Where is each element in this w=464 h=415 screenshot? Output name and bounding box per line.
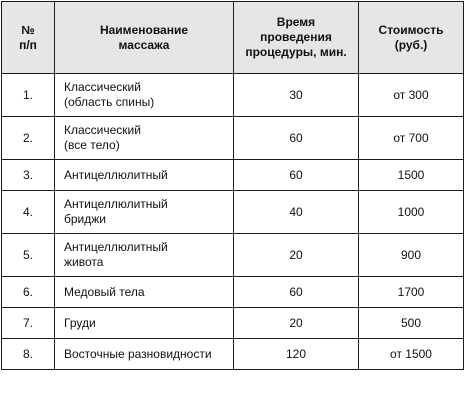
row-number: 5. bbox=[2, 234, 55, 277]
row-cost: от 1500 bbox=[359, 339, 464, 370]
row-number: 8. bbox=[2, 339, 55, 370]
table-row bbox=[2, 339, 464, 370]
header-number-label: № п/п bbox=[19, 22, 37, 52]
header-duration-label: Время проведения процедуры, мин. bbox=[245, 15, 347, 59]
row-massage-name: Восточные разновидности bbox=[55, 339, 234, 370]
row-cost: 1500 bbox=[359, 160, 464, 191]
row-massage-name: Классический (область спины) bbox=[55, 74, 234, 117]
header-name bbox=[55, 2, 234, 74]
row-number: 6. bbox=[2, 277, 55, 308]
row-number: 4. bbox=[2, 191, 55, 234]
row-cost: от 700 bbox=[359, 117, 464, 160]
row-cost: 500 bbox=[359, 308, 464, 339]
row-cost: 900 bbox=[359, 234, 464, 277]
table-row bbox=[2, 74, 464, 117]
row-massage-name: Антицеллюлитный бриджи bbox=[55, 191, 234, 234]
row-number: 3. bbox=[2, 160, 55, 191]
row-cost: от 300 bbox=[359, 74, 464, 117]
row-duration: 60 bbox=[234, 160, 359, 191]
row-massage-name: Классический (все тело) bbox=[55, 117, 234, 160]
row-cost: 1700 bbox=[359, 277, 464, 308]
row-number: 2. bbox=[2, 117, 55, 160]
row-massage-name: Антицеллюлитный живота bbox=[55, 234, 234, 277]
row-massage-name: Антицеллюлитный bbox=[55, 160, 234, 191]
table-header-row bbox=[2, 2, 464, 74]
row-cost: 1000 bbox=[359, 191, 464, 234]
table-row bbox=[2, 191, 464, 234]
row-massage-name: Медовый тела bbox=[55, 277, 234, 308]
row-duration: 40 bbox=[234, 191, 359, 234]
table-row bbox=[2, 308, 464, 339]
header-cost-label: Стоимость (руб.) bbox=[378, 22, 444, 52]
row-duration: 20 bbox=[234, 234, 359, 277]
row-duration: 60 bbox=[234, 277, 359, 308]
header-name-label: Наименование массажа bbox=[99, 22, 189, 52]
row-massage-name: Груди bbox=[55, 308, 234, 339]
table-row bbox=[2, 277, 464, 308]
row-duration: 60 bbox=[234, 117, 359, 160]
row-number: 1. bbox=[2, 74, 55, 117]
massage-price-table bbox=[1, 1, 464, 370]
row-duration: 20 bbox=[234, 308, 359, 339]
row-number: 7. bbox=[2, 308, 55, 339]
table-row bbox=[2, 117, 464, 160]
header-number bbox=[2, 2, 55, 74]
table-row bbox=[2, 234, 464, 277]
row-duration: 120 bbox=[234, 339, 359, 370]
table-row bbox=[2, 160, 464, 191]
header-duration bbox=[234, 2, 359, 74]
header-cost bbox=[359, 2, 464, 74]
row-duration: 30 bbox=[234, 74, 359, 117]
